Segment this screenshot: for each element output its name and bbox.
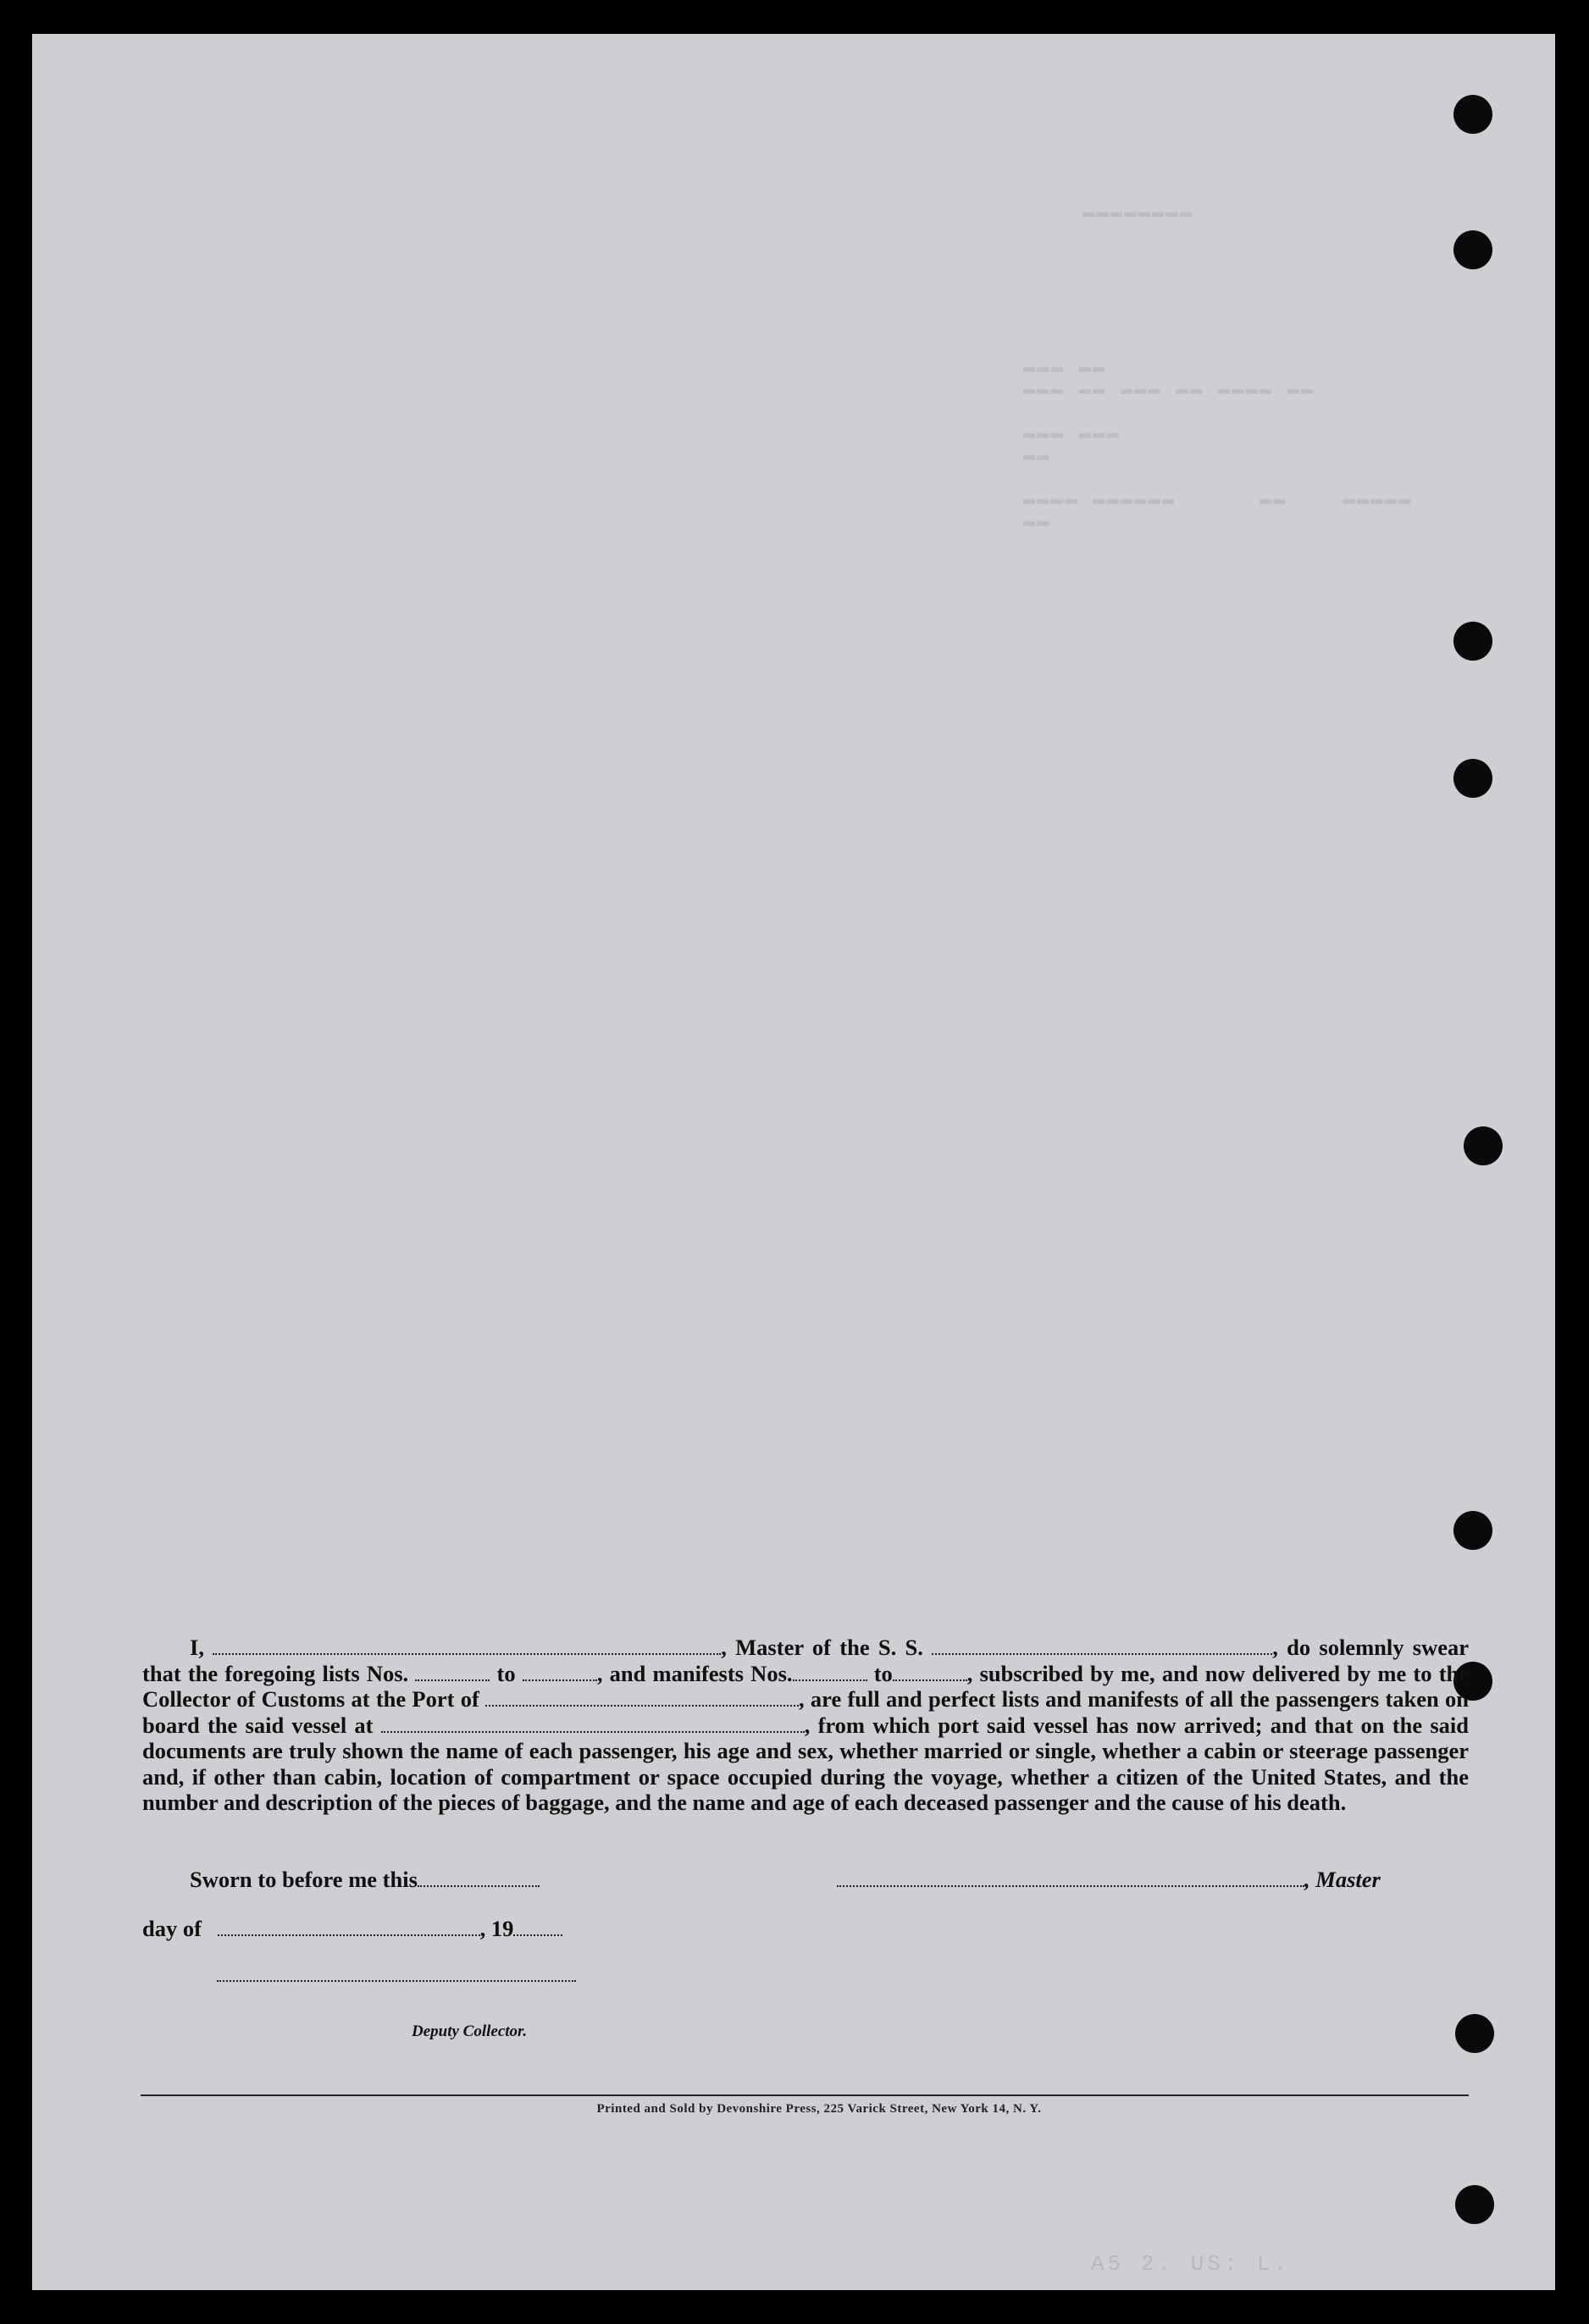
vessel-name-blank [932, 1636, 1272, 1655]
punch-hole [1453, 95, 1492, 134]
deputy-collector-label: Deputy Collector. [412, 2022, 528, 2040]
punch-hole [1455, 2185, 1494, 2224]
faint-stamp-mark: A5 2. US: L. [1091, 2251, 1291, 2277]
manifest-to-blank [893, 1663, 967, 1681]
oath-text: I, [190, 1635, 204, 1660]
manifest-from-blank [793, 1663, 867, 1681]
day-of-line [142, 1916, 562, 1942]
oath-text: , subscribed by me, and now delivered by me to the Collector of Customs at the Port of [142, 1660, 1470, 1712]
oath-paragraph [142, 1635, 1469, 1816]
oath-text: , do solemnly swear that the foregoing lists Nos. [142, 1635, 1470, 1686]
punch-hole [1453, 1511, 1492, 1550]
list-to-blank [523, 1663, 597, 1681]
punch-hole [1464, 1126, 1503, 1165]
list-from-blank [415, 1663, 490, 1681]
sworn-day-blank [418, 1868, 540, 1887]
punch-hole [1453, 759, 1492, 798]
departure-port-blank [381, 1714, 805, 1733]
deputy-signature-line [217, 1962, 576, 1988]
bleed-through-text: ▬▬▬▬▬▬▬▬ [1082, 202, 1194, 224]
oath-text: , and manifests Nos. [596, 1660, 793, 1686]
deputy-signature-blank [217, 1963, 576, 1982]
year-prefix: , 19 [479, 1916, 514, 1941]
punch-hole [1455, 2014, 1494, 2053]
month-blank [218, 1917, 480, 1936]
sworn-label: Sworn to before me this [190, 1867, 418, 1892]
master-signature-line [837, 1867, 1381, 1893]
sworn-label-line [190, 1867, 540, 1893]
footer-rule [141, 2094, 1469, 2096]
oath-text: , are full and perfect lists and manifests of all the passengers taken on board the said vessel at [142, 1686, 1470, 1738]
oath-text: , from which port said vessel has now arrived; and that on the said documents are truly shown the name of each passenger, his age and sex, whether married or single, whether a cabin or steerage passenger and, if other than cabin, location of compartment or space occupied during the voyage, whether a citizen of the United States, and the number and description of the pieces of baggage, and the name and age of each deceased passenger and the cause of his death. [142, 1712, 1469, 1815]
form-page [32, 34, 1555, 2290]
printer-imprint: Printed and Sold by Devonshire Press, 225 Varick Street, New York 14, N. Y. [596, 2102, 1042, 2116]
day-of-label: day of [142, 1916, 202, 1941]
master-label: , Master [1304, 1867, 1381, 1892]
port-blank [485, 1688, 799, 1707]
master-name-blank [213, 1636, 721, 1655]
punch-hole [1453, 622, 1492, 661]
year-blank [513, 1917, 562, 1936]
punch-hole [1453, 230, 1492, 269]
master-signature-blank [837, 1868, 1304, 1887]
oath-text: to [873, 1660, 893, 1686]
oath-text: , Master of the S. S. [721, 1635, 923, 1660]
oath-text: to [496, 1660, 516, 1686]
bleed-through-text: ▬▬▬ ▬▬ ▬▬▬ ▬▬ ▬▬▬ ▬▬ ▬▬▬▬ ▬▬ ▬▬▬ ▬▬▬ ▬▬ ▬▬▬▬ ▬▬▬▬▬▬ ▬▬ ▬▬▬▬▬ ▬▬ [1023, 357, 1413, 534]
